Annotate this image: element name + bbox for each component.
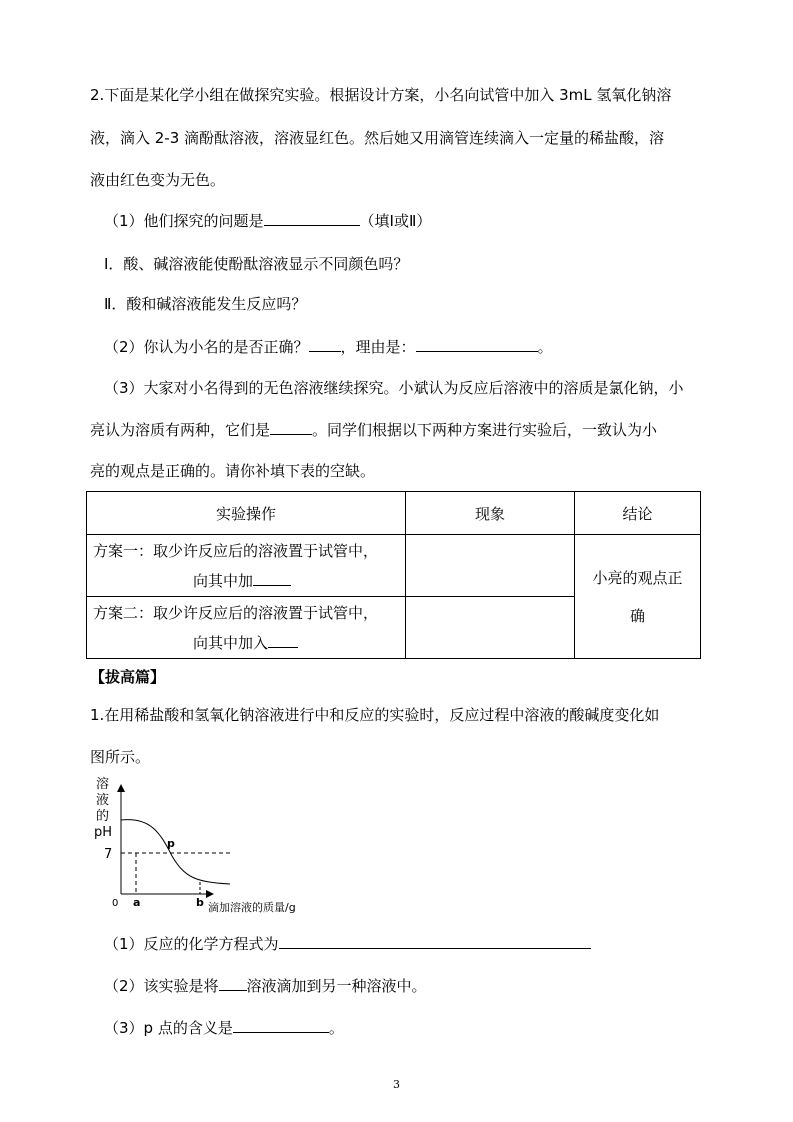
conclusion-line-1: 小亮的观点正 <box>592 568 683 587</box>
advanced-sub1: （1）反应的化学方程式为 <box>104 934 716 954</box>
plan-1-line-2: 向其中加 <box>93 566 405 596</box>
answer-blank[interactable] <box>233 1018 329 1033</box>
x-mark-b: b <box>196 896 204 909</box>
ph-curve <box>121 820 230 884</box>
plan-2-line-1: 方案二：取少许反应后的溶液置于试管中， <box>93 603 379 622</box>
q2-sub1: （1）他们探究的问题是 （填Ⅰ或Ⅱ） <box>104 212 432 230</box>
table-header-operation: 实验操作 <box>87 492 406 535</box>
y-label-char: 的 <box>96 809 110 824</box>
table-cell-phenomenon-2[interactable] <box>406 597 575 659</box>
answer-blank[interactable] <box>264 211 360 226</box>
y-reference-label: 7 <box>104 847 113 862</box>
table-header-phenomenon: 现象 <box>406 492 575 535</box>
plan-1-line-1: 方案一：取少许反应后的溶液置于试管中， <box>93 541 379 560</box>
q2-sub2: （2）你认为小名的是否正确？ ，理由是： 。 <box>104 338 553 356</box>
y-label-char: 液 <box>96 793 110 808</box>
table-cell-plan-1 <box>87 535 406 597</box>
q2-option-1: Ⅰ．酸、碱溶液能使酚酞溶液显示不同颜色吗？ <box>104 255 409 273</box>
plan-2-line-2: 向其中加入 <box>93 628 405 658</box>
answer-blank[interactable] <box>268 633 298 648</box>
q2-sub3-line-1: （3）大家对小名得到的无色溶液继续探究。小斌认为反应后溶液中的溶质是氯化钠，小 <box>104 379 684 397</box>
table-header-conclusion: 结论 <box>575 492 701 535</box>
advanced-q1-line-1: 1.在用稀盐酸和氢氧化钠溶液进行中和反应的实验时，反应过程中溶液的酸碱度变化如 <box>90 706 660 724</box>
y-label-char: 溶 <box>96 777 110 792</box>
q2-sub3-line-3: 亮的观点是正确的。请你补填下表的空缺。 <box>90 462 376 480</box>
answer-blank[interactable] <box>279 934 591 949</box>
x-axis-label: 滴加溶液的质量/g <box>208 901 296 914</box>
q2-intro-line-2: 液，滴入 2-3 滴酚酞溶液，溶液显红色。然后她又用滴管连续滴入一定量的稀盐酸，溶 <box>90 129 665 147</box>
answer-blank[interactable] <box>309 337 341 352</box>
page-number: 3 <box>393 1078 400 1091</box>
section-title-advanced: 【拔高篇】 <box>90 668 166 686</box>
x-mark-a: a <box>133 896 141 909</box>
q2-option-2: Ⅱ．酸和碱溶液能发生反应吗？ <box>104 295 307 313</box>
table-cell-conclusion <box>575 535 701 659</box>
answer-blank[interactable] <box>270 420 312 435</box>
answer-blank[interactable] <box>416 337 538 352</box>
point-p-label: p <box>167 837 175 850</box>
q2-sub3-line-2: 亮认为溶质有两种，它们是 。同学们根据以下两种方案进行实验后，一致认为小 <box>90 421 658 439</box>
q2-intro-line-1: 2.下面是某化学小组在做探究实验。根据设计方案，小名向试管中加入 3mL 氢氧化钠溶 <box>90 86 672 104</box>
table-cell-plan-2 <box>87 597 406 659</box>
advanced-sub3: （3）p 点的含义是 。 <box>104 1019 344 1037</box>
answer-blank[interactable] <box>219 976 247 991</box>
q2-intro-line-3: 液由红色变为无色。 <box>90 171 226 189</box>
advanced-q1-line-2: 图所示。 <box>90 748 151 766</box>
advanced-sub2: （2）该实验是将 溶液滴加到另一种溶液中。 <box>104 977 427 995</box>
y-label-char: pH <box>94 825 113 840</box>
origin-label: 0 <box>112 898 119 909</box>
table-cell-phenomenon-1[interactable] <box>406 535 575 597</box>
conclusion-line-2: 确 <box>629 606 645 625</box>
ph-chart <box>88 774 348 919</box>
experiment-table <box>86 491 701 659</box>
answer-blank[interactable] <box>253 571 291 586</box>
